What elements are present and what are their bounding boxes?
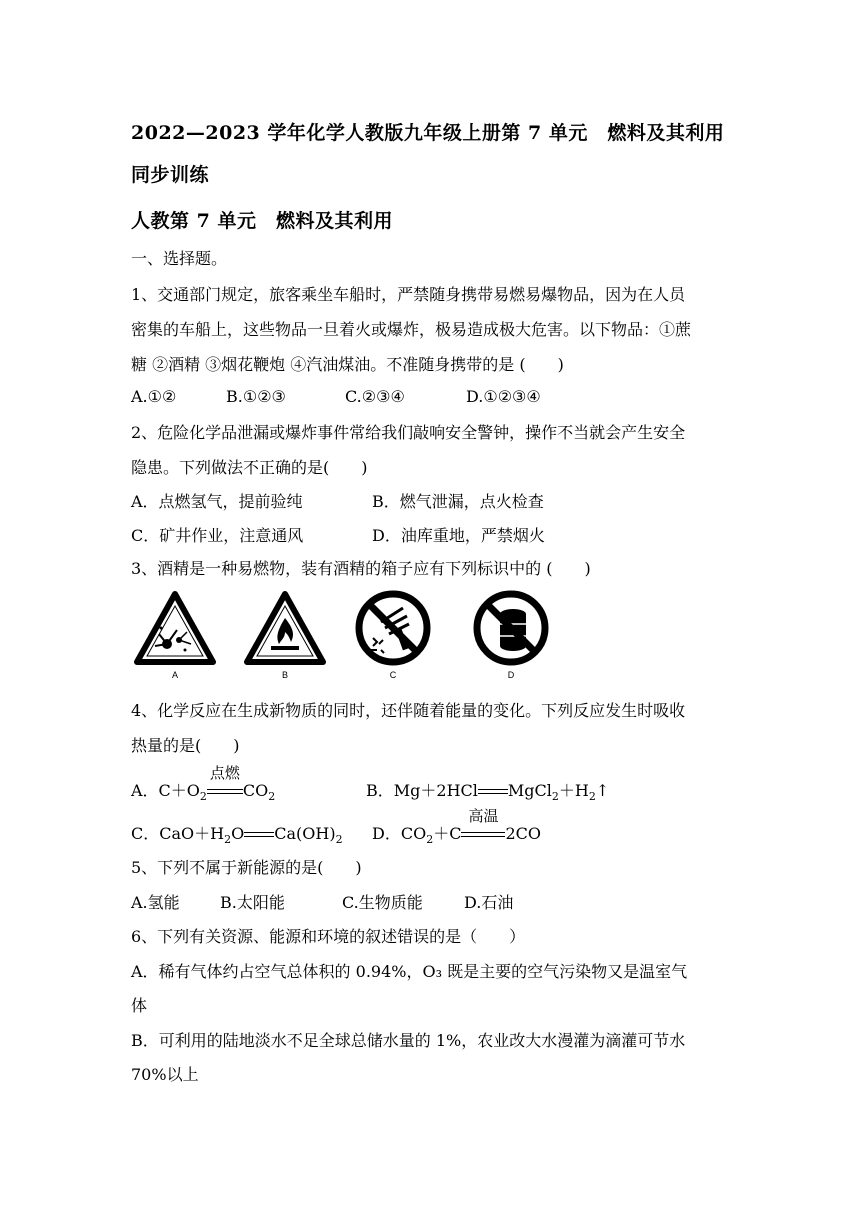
section-heading: 一、选择题。 xyxy=(131,249,228,268)
q5-option-b: B.太阳能 xyxy=(220,893,285,912)
sign-d-label: D xyxy=(507,670,515,680)
q5-line-1: 5、下列不属于新能源的是( ) xyxy=(131,858,362,877)
explosive-icon xyxy=(133,588,217,668)
q6-option-a-line-1: A．稀有气体约占空气总体积的 0.94%，O₃ 既是主要的空气污染物又是温室气 xyxy=(131,962,688,981)
no-oil-barrel-icon xyxy=(469,588,553,668)
sign-c-label: C xyxy=(389,670,397,680)
no-fireworks-icon xyxy=(351,588,435,668)
q1-line-3: 糖 ②酒精 ③烟花鞭炮 ④汽油煤油。不准随身携带的是 ( ) xyxy=(131,355,564,374)
ignite-condition xyxy=(207,764,243,800)
q6-line-1: 6、下列有关资源、能源和环境的叙述错误的是（ ） xyxy=(131,927,526,946)
q2-option-b: B．燃气泄漏，点火检查 xyxy=(372,492,544,511)
q2-line-1: 2、危险化学品泄漏或爆炸事件常给我们敲响安全警钟，操作不当就会产生安全 xyxy=(131,423,686,442)
q1-line-2: 密集的车船上，这些物品一旦着火或爆炸，极易造成极大危害。以下物品：①蔗 xyxy=(131,320,692,339)
q1-option-c: C.②③④ xyxy=(345,387,405,406)
q5-option-a: A.氢能 xyxy=(131,893,180,912)
sign-d-no-barrel xyxy=(469,588,553,680)
q1-option-a: A.①② xyxy=(131,387,177,406)
sign-a-label: A xyxy=(171,670,178,680)
q2-option-d: D．油库重地，严禁烟火 xyxy=(372,526,545,545)
q2-option-c: C．矿井作业，注意通风 xyxy=(131,526,304,545)
flame-icon xyxy=(243,588,327,668)
q5-option-d: D.石油 xyxy=(464,893,514,912)
q4-option-a: A．$C+O_2$ 点燃 $CO_2$ xyxy=(131,764,276,804)
sign-b-label: B xyxy=(281,670,288,680)
heat-label: 高温 xyxy=(468,807,499,825)
ignite-label: 点燃 xyxy=(209,764,240,782)
sign-b-flammable xyxy=(243,588,327,680)
q4-line-2: 热量的是( ) xyxy=(131,736,240,755)
q2-option-a: A．点燃氢气，提前验纯 xyxy=(131,492,303,511)
heat-condition xyxy=(461,807,505,843)
q1-option-b: B.①②③ xyxy=(226,387,286,406)
q3-line-1: 3、酒精是一种易燃物，装有酒精的箱子应有下列标识中的 ( ) xyxy=(131,559,591,578)
sign-a-explosive xyxy=(133,588,217,680)
hazard-signs-row xyxy=(133,588,553,680)
q6-option-b-line-1: B．可利用的陆地淡水不足全球总储水量的 1%，农业改大水漫灌为滴灌可节水 xyxy=(131,1031,686,1050)
q4-option-d: D．$CO_2+C$ 高温 2CO xyxy=(372,807,541,847)
q1-line-1: 1、交通部门规定，旅客乘坐车船时，严禁随身携带易燃易爆物品，因为在人员 xyxy=(131,285,686,304)
q4-option-c: C．$CaO+H_2O$ $Ca(OH)_2$ xyxy=(131,824,343,847)
q4-line-1: 4、化学反应在生成新物质的同时，还伴随着能量的变化。下列反应发生时吸收 xyxy=(131,701,686,720)
q4-option-b: B．Mg＋2HCl $MgCl_2+H_2↑$ xyxy=(366,781,610,804)
q2-line-2: 隐患。下列做法不正确的是( ) xyxy=(131,458,368,477)
q6-option-a-line-2: 体 xyxy=(131,996,148,1015)
q6-option-b-line-2: 70%以上 xyxy=(131,1065,199,1084)
q5-option-c: C.生物质能 xyxy=(342,893,423,912)
unit-title: 人教第 7 单元 燃料及其利用 xyxy=(131,210,393,232)
sign-c-no-fireworks xyxy=(351,588,435,680)
document-title-line-1: 2022—2023 学年化学人教版九年级上册第 7 单元 燃料及其利用 xyxy=(131,122,725,144)
document-title-line-2: 同步训练 xyxy=(131,164,210,186)
q1-option-d: D.①②③④ xyxy=(466,387,541,406)
